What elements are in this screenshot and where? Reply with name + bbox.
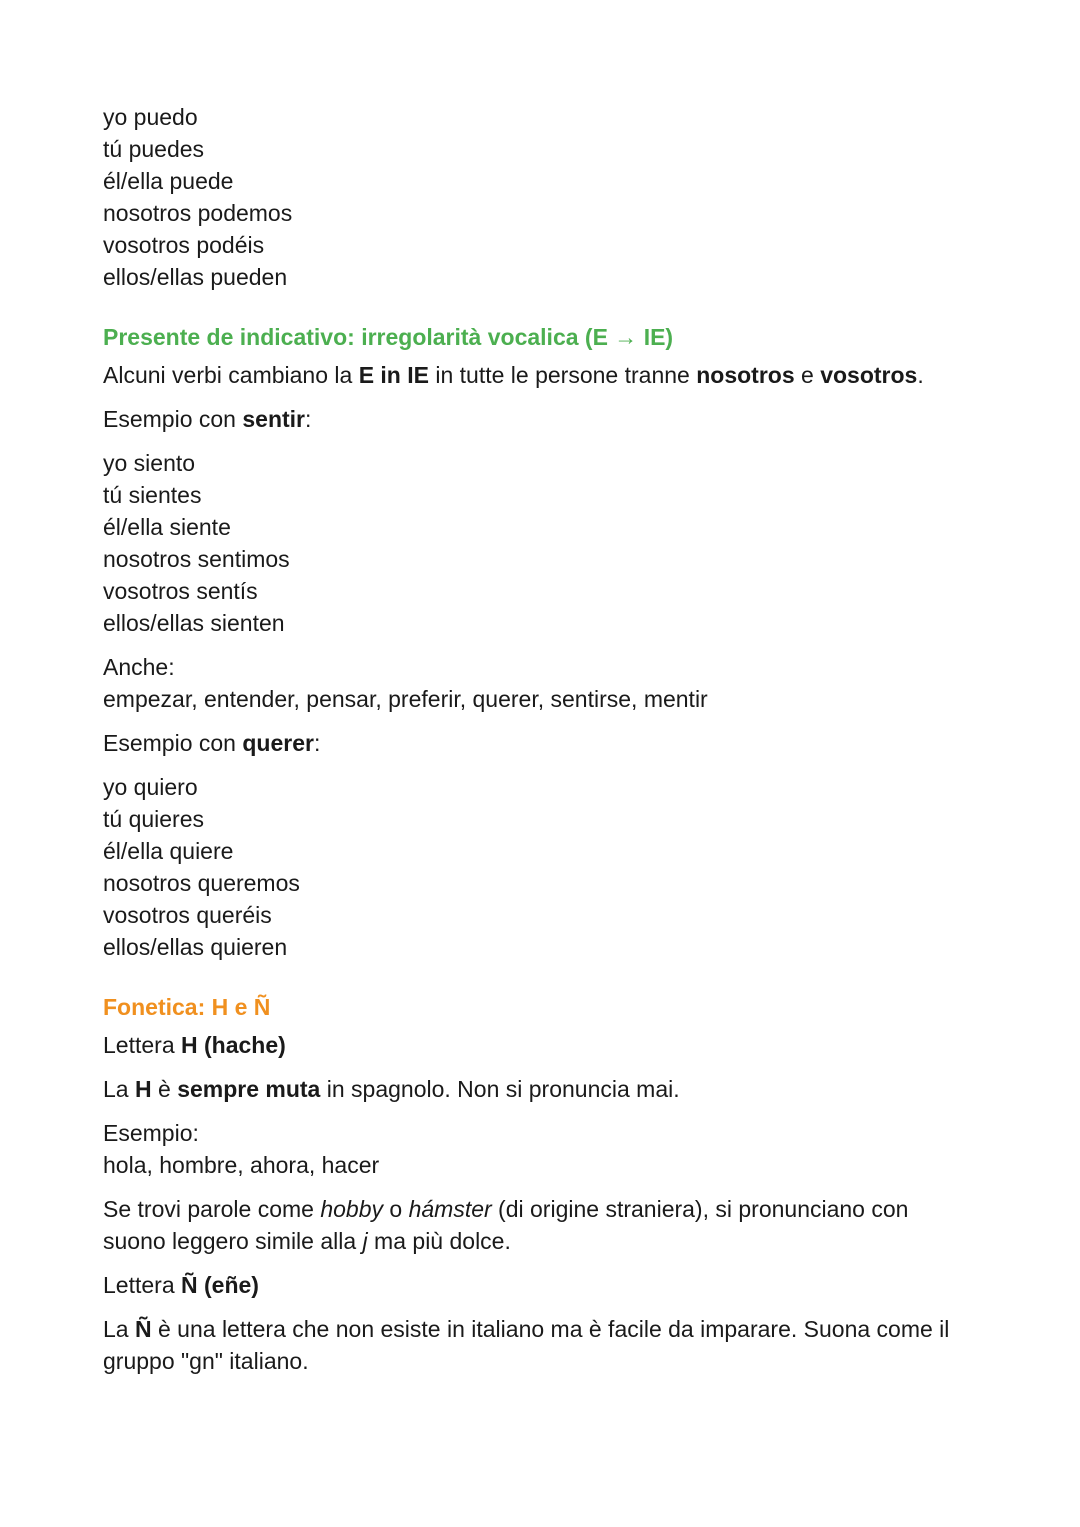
letter-h-title: Lettera H (hache) — [103, 1032, 286, 1058]
example-querer-label: Esempio con querer: — [103, 730, 321, 756]
conj-line: ellos/ellas pueden — [103, 264, 288, 290]
conj-line: vosotros sentís — [103, 578, 258, 604]
conj-line: tú quieres — [103, 806, 205, 832]
also-verbs — [103, 651, 983, 715]
intro-paragraph: Alcuni verbi cambiano la E in IE in tutte le persone tranne nosotros e vosotros. — [103, 362, 924, 388]
conj-line: ellos/ellas quieren — [103, 934, 288, 960]
letter-n-rule: La Ñ è una lettera che non esiste in italiano ma è facile da imparare. Suona come il gruppo "gn" italiano. — [103, 1316, 950, 1374]
example-words: hola, hombre, ahora, hacer — [103, 1152, 380, 1178]
conj-line: vosotros queréis — [103, 902, 272, 928]
also-label: Anche: — [103, 654, 175, 680]
conj-line: tú puedes — [103, 136, 205, 162]
section-heading-e-ie: Presente de indicativo: irregolarità vocalica (E → IE) — [103, 324, 674, 350]
conj-line: vosotros podéis — [103, 232, 265, 258]
poder-conjugation — [103, 101, 983, 293]
also-list: empezar, entender, pensar, preferir, querer, sentirse, mentir — [103, 686, 708, 712]
example-label: Esempio: — [103, 1120, 199, 1146]
letter-h-rule: La H è sempre muta in spagnolo. Non si pronuncia mai. — [103, 1076, 680, 1102]
conj-line: nosotros sentimos — [103, 546, 290, 572]
example-sentir-label: Esempio con sentir: — [103, 406, 312, 432]
conj-line: tú sientes — [103, 482, 202, 508]
conj-line: él/ella puede — [103, 168, 234, 194]
foreign-words-paragraph: Se trovi parole come hobby o hámster (di origine straniera), si pronunciano con suono leggero simile alla j ma più dolce. — [103, 1196, 909, 1254]
sentir-conjugation — [103, 447, 983, 639]
conj-line: yo quiero — [103, 774, 198, 800]
conj-line: él/ella quiere — [103, 838, 234, 864]
querer-conjugation — [103, 771, 983, 963]
conj-line: nosotros podemos — [103, 200, 293, 226]
letter-n-title: Lettera Ñ (eñe) — [103, 1272, 259, 1298]
conj-line: yo puedo — [103, 104, 198, 130]
h-examples — [103, 1117, 983, 1181]
conj-line: yo siento — [103, 450, 196, 476]
document-content — [103, 101, 983, 1377]
conj-line: él/ella siente — [103, 514, 231, 540]
conj-line: ellos/ellas sienten — [103, 610, 285, 636]
conj-line: nosotros queremos — [103, 870, 300, 896]
section-heading-fonetica: Fonetica: H e Ñ — [103, 994, 271, 1020]
